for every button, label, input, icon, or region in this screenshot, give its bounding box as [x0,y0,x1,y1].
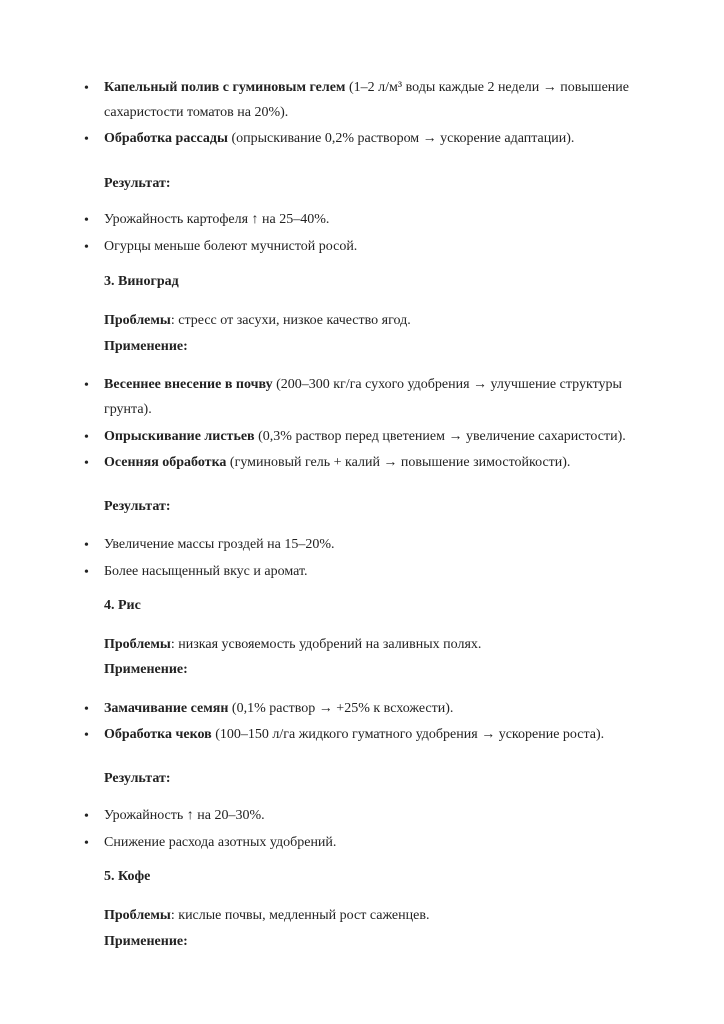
result-label: Результат: [104,771,171,786]
item-title: Обработка рассады [104,131,228,146]
item-text: (200–300 кг/га сухого удобрения → улучшение структуры [272,377,622,392]
bullet: • [84,81,89,96]
list-item [104,700,679,718]
bullet: • [84,728,89,743]
section-heading: 5. Кофе [104,869,151,884]
bullet: • [84,538,89,553]
problems-text: : кислые почвы, медленный рост саженцев. [170,908,430,923]
item-title: Осенняя обработка [104,455,227,470]
item-title: Капельный полив с гуминовым гелем [104,80,346,95]
item-title: Замачивание семян [104,701,229,716]
result-item: Урожайность картофеля ↑ на 25–40%. [104,212,330,227]
section-heading: 3. Виноград [104,274,179,289]
item-title: Опрыскивание листьев [104,429,255,444]
application-label: Применение: [104,934,188,949]
item-text: (0,3% раствор перед цветением → увеличение сахаристости). [254,429,626,444]
list-item [104,454,679,472]
bullet: • [84,213,89,228]
item-title: Весеннее внесение в почву [104,377,273,392]
bullet: • [84,702,89,717]
list-item [104,726,679,744]
item-text: (1–2 л/м³ воды каждые 2 недели → повышение [345,80,629,95]
bullet: • [84,378,89,393]
application-label: Применение: [104,662,188,677]
bullet: • [84,430,89,445]
list-item [104,130,679,148]
list-item-continuation: грунта). [104,402,152,417]
result-item: Снижение расхода азотных удобрений. [104,835,337,850]
item-text: (100–150 л/га жидкого гуматного удобрения → ускорение роста). [211,727,605,742]
list-item-continuation: сахаристости томатов на 20%). [104,105,289,120]
result-label: Результат: [104,176,171,191]
problems-text: : низкая усвояемость удобрений на заливных полях. [170,637,482,652]
result-item: Увеличение массы гроздей на 15–20%. [104,537,335,552]
bullet: • [84,565,89,580]
item-text: (опрыскивание 0,2% раствором → ускорение адаптации). [227,131,575,146]
problems-label: Проблемы [104,637,171,652]
item-text: (гуминовый гель + калий → повышение зимостойкости). [226,455,571,470]
item-text: (0,1% раствор → +25% к всхожести). [228,701,454,716]
bullet: • [84,809,89,824]
bullet: • [84,240,89,255]
bullet: • [84,132,89,147]
result-item: Более насыщенный вкус и аромат. [104,564,308,579]
result-item: Урожайность ↑ на 20–30%. [104,808,265,823]
problems-line [104,636,679,654]
result-label: Результат: [104,499,171,514]
list-item [104,79,679,97]
list-item [104,376,679,394]
item-title: Обработка чеков [104,727,212,742]
problems-line [104,312,679,330]
problems-text: : стресс от засухи, низкое качество ягод. [170,313,411,328]
section-heading: 4. Рис [104,598,141,613]
application-label: Применение: [104,339,188,354]
problems-line [104,907,679,925]
result-item: Огурцы меньше болеют мучнистой росой. [104,239,358,254]
problems-label: Проблемы [104,908,171,923]
bullet: • [84,456,89,471]
problems-label: Проблемы [104,313,171,328]
list-item [104,428,679,446]
bullet: • [84,836,89,851]
